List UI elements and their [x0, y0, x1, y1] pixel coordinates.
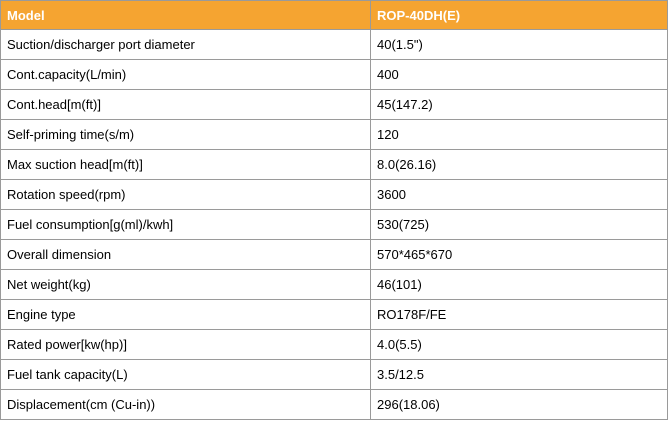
spec-value: 46(101) [371, 270, 668, 300]
spec-value: 40(1.5") [371, 30, 668, 60]
table-row [1, 60, 668, 90]
spec-label: Suction/discharger port diameter [1, 30, 371, 60]
spec-table-header [1, 1, 668, 30]
spec-value: 296(18.06) [371, 390, 668, 420]
header-model-name: ROP-40DH(E) [371, 1, 668, 30]
table-row [1, 150, 668, 180]
table-row [1, 210, 668, 240]
spec-value: 120 [371, 120, 668, 150]
spec-label: Cont.capacity(L/min) [1, 60, 371, 90]
spec-label: Fuel consumption[g(ml)/kwh] [1, 210, 371, 240]
table-row [1, 240, 668, 270]
spec-label: Engine type [1, 300, 371, 330]
spec-label: Displacement(cm (Cu-in)) [1, 390, 371, 420]
table-row [1, 90, 668, 120]
spec-value: 4.0(5.5) [371, 330, 668, 360]
table-row [1, 180, 668, 210]
table-row [1, 300, 668, 330]
spec-label: Fuel tank capacity(L) [1, 360, 371, 390]
table-row [1, 330, 668, 360]
spec-value: 3.5/12.5 [371, 360, 668, 390]
spec-label: Rotation speed(rpm) [1, 180, 371, 210]
spec-value: 530(725) [371, 210, 668, 240]
spec-label: Net weight(kg) [1, 270, 371, 300]
header-row [1, 1, 668, 30]
spec-value: 45(147.2) [371, 90, 668, 120]
spec-table-body [1, 30, 668, 420]
spec-value: 570*465*670 [371, 240, 668, 270]
spec-value: 8.0(26.16) [371, 150, 668, 180]
spec-label: Cont.head[m(ft)] [1, 90, 371, 120]
spec-label: Overall dimension [1, 240, 371, 270]
spec-label: Self-priming time(s/m) [1, 120, 371, 150]
spec-label: Max suction head[m(ft)] [1, 150, 371, 180]
table-row [1, 360, 668, 390]
header-model: Model [1, 1, 371, 30]
table-row [1, 120, 668, 150]
table-row [1, 270, 668, 300]
spec-value: RO178F/FE [371, 300, 668, 330]
spec-value: 3600 [371, 180, 668, 210]
table-row [1, 30, 668, 60]
table-row [1, 390, 668, 420]
spec-label: Rated power[kw(hp)] [1, 330, 371, 360]
spec-value: 400 [371, 60, 668, 90]
